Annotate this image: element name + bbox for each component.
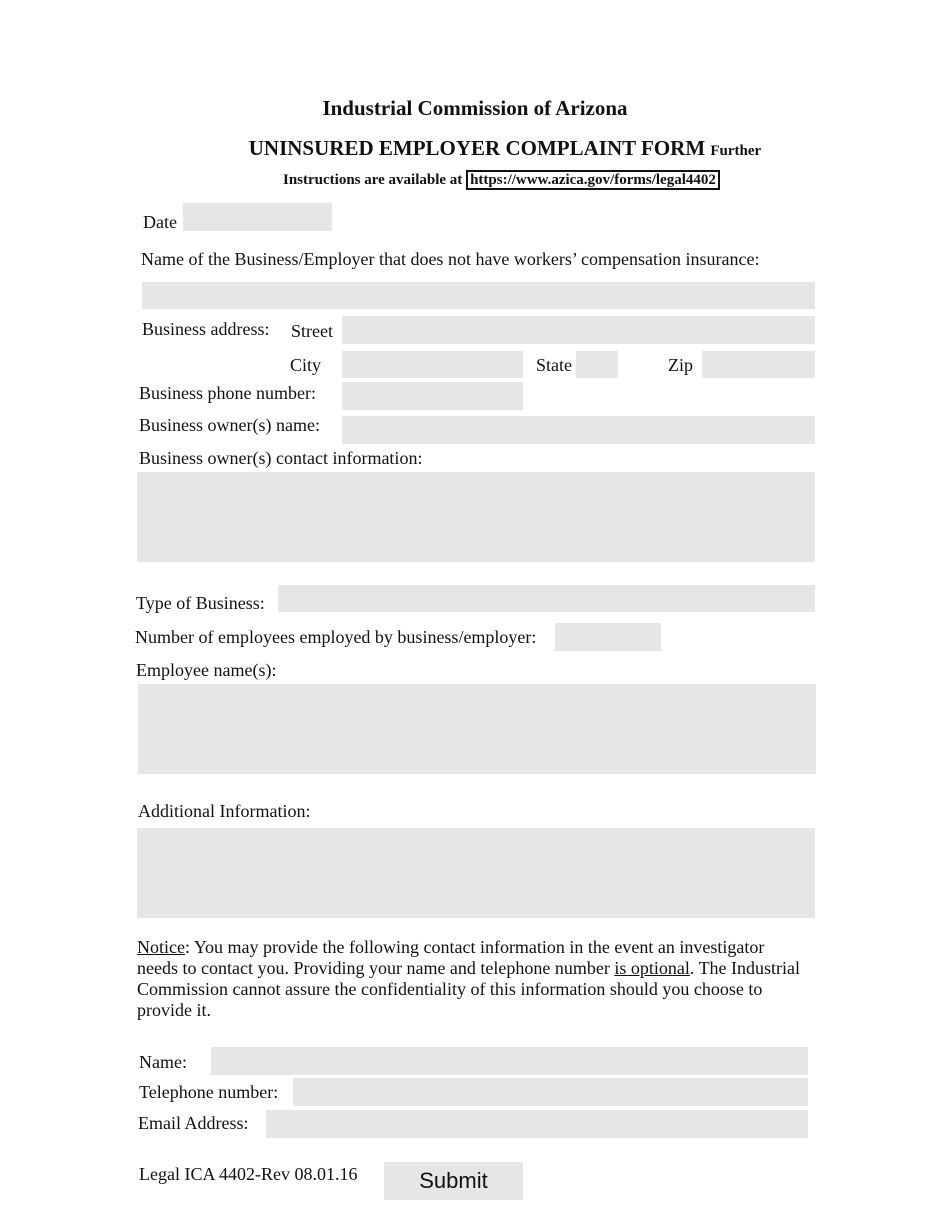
notice-text-1: : You may provide the following contact information in the event an investigator needs to contact you. Providing your name and telephone number — [137, 937, 765, 978]
type-of-business-input[interactable] — [278, 585, 815, 612]
business-phone-label: Business phone number: — [139, 383, 316, 403]
form-title-text: UNINSURED EMPLOYER COMPLAINT FORM — [248, 136, 706, 160]
num-employees-label: Number of employees employed by business/employer: — [135, 627, 537, 647]
zip-input[interactable] — [702, 351, 815, 378]
form-title — [0, 136, 950, 161]
telephone-input[interactable] — [293, 1078, 808, 1106]
contact-name-label: Name: — [139, 1052, 187, 1072]
notice-heading: Notice — [137, 937, 185, 957]
employee-names-label: Employee name(s): — [136, 660, 277, 680]
additional-info-textarea[interactable] — [137, 828, 815, 918]
business-name-label: Name of the Business/Employer that does not have workers’ compensation insurance: — [141, 249, 760, 269]
notice-text-2: . The Industrial Commission cannot assure the confidentiality of this information should you choose to provide it. — [137, 958, 801, 1020]
contact-name-input[interactable] — [211, 1047, 808, 1075]
submit-button[interactable]: Submit — [384, 1162, 523, 1200]
state-input[interactable] — [576, 351, 618, 378]
zip-label: Zip — [668, 355, 693, 375]
type-of-business-label: Type of Business: — [136, 593, 265, 613]
street-input[interactable] — [342, 316, 815, 344]
owner-contact-textarea[interactable] — [137, 472, 815, 562]
instructions-prefix: Instructions are available at — [283, 172, 463, 188]
notice-optional: is optional — [614, 958, 690, 978]
employee-names-textarea[interactable] — [138, 684, 816, 774]
additional-info-label: Additional Information: — [138, 801, 311, 821]
form-revision: Legal ICA 4402-Rev 08.01.16 — [139, 1164, 358, 1184]
state-label: State — [536, 355, 572, 375]
owner-name-label: Business owner(s) name: — [139, 415, 320, 435]
notice-paragraph — [137, 937, 807, 1021]
form-agency-title: Industrial Commission of Arizona — [322, 96, 628, 120]
date-label: Date — [143, 212, 177, 232]
owner-contact-label: Business owner(s) contact information: — [139, 448, 423, 468]
num-employees-input[interactable] — [555, 623, 661, 651]
business-address-label: Business address: — [142, 319, 270, 339]
business-name-input[interactable] — [142, 282, 815, 309]
business-phone-input[interactable] — [342, 382, 523, 410]
instructions-link[interactable]: https://www.azica.gov/forms/legal4402 — [466, 170, 720, 190]
instructions-line — [283, 172, 720, 189]
email-input[interactable] — [266, 1110, 808, 1138]
owner-name-input[interactable] — [342, 416, 815, 444]
date-input[interactable] — [183, 203, 332, 231]
email-label: Email Address: — [138, 1113, 249, 1133]
city-input[interactable] — [342, 351, 523, 378]
further-text: Further — [710, 143, 762, 159]
telephone-label: Telephone number: — [139, 1082, 279, 1102]
city-label: City — [290, 355, 322, 375]
street-label: Street — [291, 321, 333, 341]
